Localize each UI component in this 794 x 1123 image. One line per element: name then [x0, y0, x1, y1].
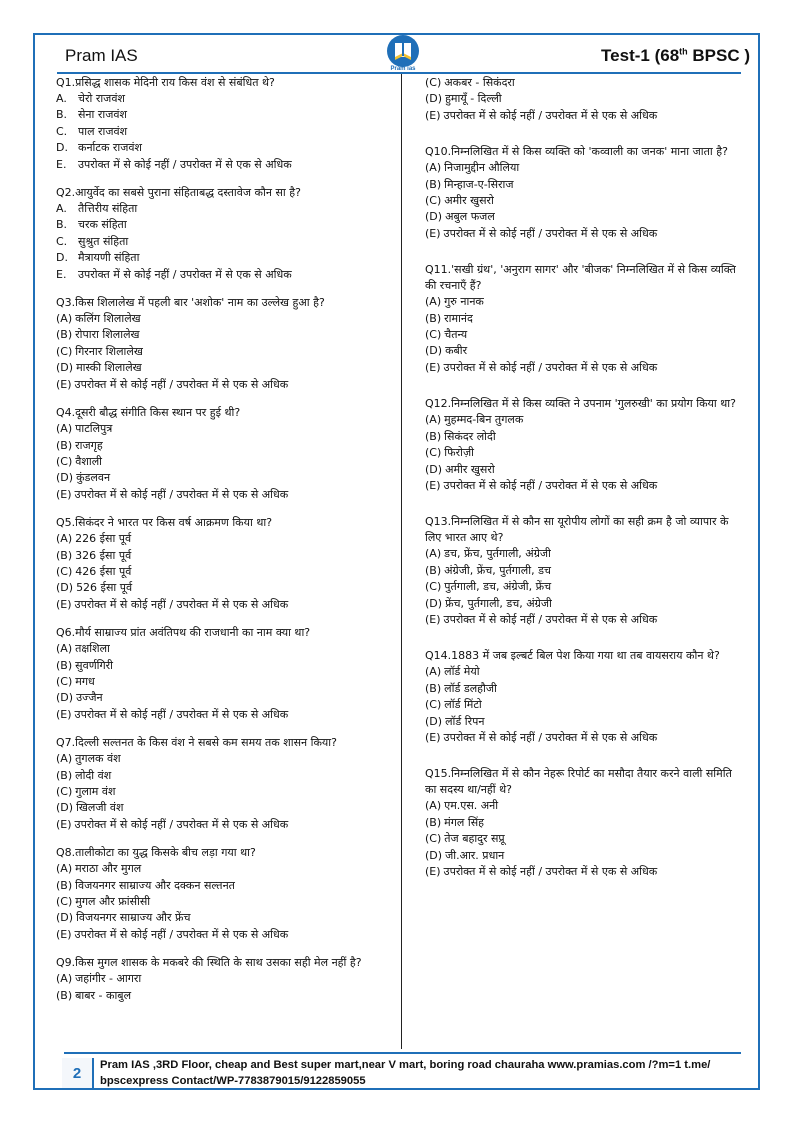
answer-option — [56, 327, 396, 343]
answer-option — [56, 250, 396, 266]
option-text: कबीर — [445, 344, 468, 358]
question-block — [425, 75, 745, 124]
option-label: (A) — [56, 422, 73, 436]
option-text: उपरोक्त में से कोई नहीं / उपरोक्त में से एक से अधिक — [74, 597, 289, 611]
option-label: E. — [56, 157, 67, 171]
option-text: जी.आर. प्रधान — [445, 848, 505, 862]
option-label: (A) — [425, 295, 442, 309]
option-text: मैत्रायणी संहिता — [78, 251, 140, 265]
answer-option — [56, 377, 396, 393]
option-label: D. — [56, 141, 68, 155]
answer-option — [56, 597, 396, 613]
option-label: (A) — [56, 532, 73, 546]
answer-option — [56, 217, 396, 233]
option-text: सिकंदर लोदी — [444, 429, 496, 443]
option-label: (A) — [56, 312, 73, 326]
option-label: (E) — [56, 817, 72, 831]
option-text: 526 ईसा पूर्व — [76, 581, 133, 595]
option-text: चेरो राजवंश — [78, 92, 125, 105]
answer-option — [425, 579, 745, 595]
question-block — [425, 648, 745, 746]
answer-option — [425, 177, 745, 193]
option-text: उपरोक्त में से कोई नहीं / उपरोक्त में से एक से अधिक — [74, 927, 289, 941]
option-text: उपरोक्त में से कोई नहीं / उपरोक्त में से एक से अधिक — [443, 360, 658, 374]
option-text: तुगलक वंश — [75, 752, 121, 766]
answer-option — [56, 470, 396, 486]
answer-option — [425, 75, 745, 91]
answer-option — [425, 697, 745, 713]
option-label: C. — [56, 234, 68, 248]
option-text: सुवर्णगिरी — [75, 658, 114, 672]
option-text: कुंडलवन — [76, 471, 111, 485]
question-block — [425, 514, 745, 628]
option-text: सुश्रुत संहिता — [78, 234, 129, 248]
question-block — [425, 144, 745, 242]
answer-option — [425, 311, 745, 327]
option-label: (A) — [56, 972, 73, 986]
option-label: (B) — [56, 438, 73, 452]
option-text: मुगल और फ्रांसीसी — [75, 895, 151, 909]
option-label: (D) — [56, 581, 74, 595]
logo-caption: Pram ias — [390, 66, 416, 72]
option-text: वैशाली — [75, 454, 103, 468]
question-text: Q4.दूसरी बौद्ध संगीति किस स्थान पर हुई थी? — [56, 406, 241, 420]
answer-option — [56, 690, 396, 706]
option-label: (D) — [56, 361, 74, 375]
answer-option — [56, 564, 396, 580]
answer-option — [425, 445, 745, 461]
option-label: (C) — [56, 344, 73, 358]
answer-option — [425, 429, 745, 445]
answer-option — [425, 91, 745, 107]
answer-option — [56, 531, 396, 547]
option-label: (E) — [425, 865, 441, 878]
option-label: (B) — [56, 328, 73, 342]
option-label: (D) — [425, 848, 443, 862]
option-text: तैत्तिरीय संहिता — [78, 202, 138, 216]
answer-option — [56, 421, 396, 437]
option-label: (A) — [425, 799, 442, 813]
option-label: (E) — [425, 478, 441, 492]
option-label: (B) — [56, 988, 73, 1002]
question-text: Q1.प्रसिद्ध शासक मेदिनी राय किस वंश से संबंधित थे? — [56, 76, 275, 89]
answer-option — [425, 412, 745, 428]
option-text: कर्नाटक राजवंश — [78, 141, 142, 155]
question-text: Q2.आयुर्वेद का सबसे पुराना संहिताबद्ध दस्तावेज कौन सा है? — [56, 186, 301, 200]
option-label: (B) — [56, 658, 73, 672]
option-text: पाटलिपुत्र — [75, 422, 113, 436]
answer-option — [425, 848, 745, 864]
header-divider — [57, 72, 741, 74]
answer-option — [56, 311, 396, 327]
answer-option — [56, 988, 396, 1004]
option-label: (B) — [56, 548, 73, 562]
option-label: (A) — [425, 413, 442, 427]
answer-option — [56, 360, 396, 376]
option-label: (B) — [425, 177, 442, 191]
pram-ias-logo-icon — [385, 34, 421, 68]
option-text: उपरोक्त में से कोई नहीं / उपरोक्त में से एक से अधिक — [74, 487, 289, 501]
option-text: उपरोक्त में से कोई नहीं / उपरोक्त में से एक से अधिक — [443, 730, 658, 744]
option-text: मास्की शिलालेख — [76, 361, 142, 375]
left-column — [56, 75, 396, 1012]
option-text: उज्जैन — [76, 691, 103, 705]
answer-option — [425, 108, 745, 124]
option-label: (E) — [56, 377, 72, 391]
option-text: उपरोक्त में से कोई नहीं / उपरोक्त में से एक से अधिक — [74, 817, 289, 831]
option-label: (B) — [425, 429, 442, 443]
answer-option — [56, 910, 396, 926]
question-block — [56, 405, 396, 503]
option-text: बाबर - काबुल — [75, 988, 132, 1002]
answer-option — [56, 751, 396, 767]
answer-option — [56, 234, 396, 250]
option-text: चैतन्य — [444, 328, 468, 342]
option-label: (C) — [425, 832, 442, 846]
option-text: लॉर्ड मिंटो — [444, 698, 482, 712]
answer-option — [56, 784, 396, 800]
option-label: (D) — [56, 471, 74, 485]
option-label: B. — [56, 218, 68, 232]
option-text: विजयनगर साम्राज्य और दक्कन सल्तनत — [75, 878, 235, 892]
question-text: Q9.किस मुगल शासक के मकबरे की स्थिति के साथ उसका सही मेल नहीं है? — [56, 956, 362, 970]
option-label: (C) — [425, 194, 442, 208]
answer-option — [56, 107, 396, 123]
option-text: खिलजी वंश — [76, 801, 124, 815]
option-label: D. — [56, 251, 68, 265]
question-text: Q13.निम्नलिखित में से कौन सा यूरोपीय लोगों का सही क्रम है जो व्यापार के लिए भारत आए थे? — [425, 515, 729, 545]
question-text: Q15.निम्नलिखित में से कौन नेहरू रिपोर्ट का मसौदा तैयार करने वाली समिति का सदस्य था/नहीं थे? — [425, 767, 732, 797]
option-label: (B) — [425, 563, 442, 577]
question-block — [425, 262, 745, 376]
option-label: (E) — [56, 707, 72, 721]
answer-option — [425, 209, 745, 225]
footer-line-1: Pram IAS ,3RD Floor, cheap and Best super mart,near V mart, boring road chauraha www.pramias.com /?m=1 t.me/ — [100, 1059, 711, 1071]
answer-option — [56, 201, 396, 217]
option-label: (A) — [425, 547, 442, 561]
test-title: Test-1 (68th BPSC ) — [601, 46, 750, 65]
option-text: अमीर खुसरो — [445, 462, 495, 476]
answer-option — [56, 641, 396, 657]
option-text: तेज बहादुर सप्रू — [444, 832, 505, 846]
question-text: Q14.1883 में जब इल्बर्ट बिल पेश किया गया था तब वायसराय कौन थे? — [425, 649, 720, 663]
answer-option — [425, 612, 745, 628]
option-label: (A) — [425, 161, 442, 175]
option-text: विजयनगर साम्राज्य और फ्रेंच — [76, 911, 191, 925]
option-text: सेना राजवंश — [78, 108, 127, 122]
option-label: (D) — [56, 911, 74, 925]
question-text: Q3.किस शिलालेख में पहली बार 'अशोक' नाम का उल्लेख हुआ है? — [56, 296, 325, 310]
answer-option — [425, 327, 745, 343]
answer-option — [56, 140, 396, 156]
answer-option — [425, 798, 745, 814]
answer-option — [425, 343, 745, 359]
answer-option — [425, 360, 745, 376]
option-label: (D) — [425, 714, 443, 728]
answer-option — [425, 563, 745, 579]
option-text: उपरोक्त में से कोई नहीं / उपरोक्त में से एक से अधिक — [443, 612, 658, 626]
question-block — [56, 735, 396, 833]
answer-option — [56, 674, 396, 690]
option-label: (C) — [425, 76, 442, 89]
answer-option — [425, 831, 745, 847]
option-text: रामानंद — [444, 311, 473, 325]
question-block — [56, 845, 396, 943]
option-text: लॉर्ड डलहौजी — [444, 681, 497, 695]
question-text: Q8.तालीकोटा का युद्ध किसके बीच लड़ा गया था? — [56, 846, 256, 860]
option-text: एम.एस. अनी — [444, 799, 499, 813]
answer-option — [56, 267, 396, 283]
column-divider — [401, 74, 402, 1049]
option-text: डच, फ्रेंच, पुर्तगाली, अंग्रेजी — [444, 547, 551, 561]
option-label: C. — [56, 124, 68, 138]
option-text: कलिंग शिलालेख — [75, 312, 141, 326]
answer-option — [425, 462, 745, 478]
option-label: (E) — [56, 487, 72, 501]
option-label: (C) — [425, 580, 442, 594]
option-text: राजगृह — [75, 438, 103, 452]
option-label: (C) — [425, 698, 442, 712]
option-text: गुलाम वंश — [75, 785, 116, 798]
option-text: लॉर्ड मेयो — [444, 665, 480, 679]
option-text: उपरोक्त में से कोई नहीं / उपरोक्त में से एक से अधिक — [74, 707, 289, 721]
option-label: A. — [56, 202, 67, 216]
footer-address — [100, 1057, 750, 1089]
question-block — [56, 295, 396, 393]
option-label: (E) — [425, 108, 441, 122]
question-block — [56, 625, 396, 723]
answer-option — [56, 487, 396, 503]
answer-option — [56, 878, 396, 894]
option-label: (C) — [425, 446, 442, 460]
option-label: (A) — [425, 665, 442, 679]
option-text: मंगल सिंह — [444, 815, 484, 829]
right-column — [425, 75, 745, 888]
option-label: (E) — [56, 597, 72, 611]
option-label: (D) — [425, 344, 443, 358]
question-text: Q11.'सखी ग्रंथ', 'अनुराग सागर' और 'बीजक' निम्नलिखित में से किस व्यक्ति की रचनाएँ हैं? — [425, 263, 736, 293]
option-text: हुमायूँ - दिल्ली — [445, 92, 502, 106]
option-label: (D) — [56, 801, 74, 815]
option-text: मिन्हाज-ए-सिराज — [444, 177, 514, 191]
option-label: (D) — [425, 210, 443, 224]
answer-option — [425, 664, 745, 680]
option-label: (C) — [56, 454, 73, 468]
option-label: (C) — [56, 674, 73, 688]
option-label: (A) — [56, 752, 73, 766]
option-label: (C) — [56, 564, 73, 578]
option-text: लॉर्ड रिपन — [445, 714, 485, 728]
answer-option — [56, 91, 396, 107]
option-label: (D) — [425, 596, 443, 610]
option-text: अकबर - सिकंदरा — [444, 76, 515, 89]
answer-option — [56, 438, 396, 454]
option-text: उपरोक्त में से कोई नहीं / उपरोक्त में से एक से अधिक — [74, 377, 289, 391]
answer-option — [425, 226, 745, 242]
answer-option — [425, 193, 745, 209]
answer-option — [56, 971, 396, 987]
option-text: पाल राजवंश — [78, 124, 128, 138]
option-label: (E) — [425, 612, 441, 626]
option-label: (B) — [56, 878, 73, 892]
question-text: Q10.निम्नलिखित में से किस व्यक्ति को 'कव्वाली का जनक' माना जाता है? — [425, 145, 728, 159]
option-label: (E) — [56, 927, 72, 941]
option-label: A. — [56, 92, 67, 105]
option-text: गुरु नानक — [444, 295, 484, 309]
option-text: उपरोक्त में से कोई नहीं / उपरोक्त में से एक से अधिक — [78, 157, 292, 171]
answer-option — [425, 730, 745, 746]
option-label: (E) — [425, 730, 441, 744]
page-number: 2 — [62, 1058, 94, 1088]
answer-option — [56, 658, 396, 674]
option-label: B. — [56, 108, 68, 122]
option-text: चरक संहिता — [78, 218, 127, 232]
option-text: उपरोक्त में से कोई नहीं / उपरोक्त में से एक से अधिक — [443, 865, 658, 878]
option-text: 226 ईसा पूर्व — [75, 532, 132, 546]
option-label: E. — [56, 267, 67, 281]
option-label: (C) — [56, 785, 73, 798]
question-block — [56, 955, 396, 1004]
question-text: Q7.दिल्ली सल्तनत के किस वंश ने सबसे कम समय तक शासन किया? — [56, 736, 337, 750]
answer-option — [56, 927, 396, 943]
answer-option — [56, 548, 396, 564]
option-text: फिरोज़ी — [444, 446, 474, 460]
option-label: (C) — [425, 328, 442, 342]
option-text: रोपारा शिलालेख — [75, 328, 140, 342]
answer-option — [56, 768, 396, 784]
answer-option — [425, 546, 745, 562]
answer-option — [56, 580, 396, 596]
option-label: (D) — [425, 92, 443, 106]
answer-option — [425, 815, 745, 831]
answer-option — [56, 124, 396, 140]
option-label: (B) — [56, 768, 73, 782]
option-text: जहांगीर - आगरा — [75, 972, 142, 986]
option-text: उपरोक्त में से कोई नहीं / उपरोक्त में से एक से अधिक — [443, 226, 658, 240]
option-text: मगध — [75, 674, 95, 688]
option-text: निजामुद्दीन औलिया — [444, 161, 520, 175]
brand-name: Pram IAS — [65, 46, 138, 65]
answer-option — [56, 344, 396, 360]
option-text: उपरोक्त में से कोई नहीं / उपरोक्त में से एक से अधिक — [443, 108, 658, 122]
footer-divider — [64, 1052, 741, 1054]
option-label: (E) — [425, 226, 441, 240]
option-text: उपरोक्त में से कोई नहीं / उपरोक्त में से एक से अधिक — [78, 267, 292, 281]
option-text: मुहम्मद-बिन तुगलक — [444, 413, 524, 427]
answer-option — [56, 894, 396, 910]
option-text: तक्षशिला — [75, 642, 110, 656]
answer-option — [425, 478, 745, 494]
option-label: (C) — [56, 895, 73, 909]
option-label: (E) — [425, 360, 441, 374]
answer-option — [425, 864, 745, 880]
option-text: अमीर खुसरो — [444, 194, 494, 208]
option-label: (A) — [56, 642, 73, 656]
answer-option — [425, 714, 745, 730]
footer-line-2: bpscexpress Contact/WP-7783879015/9122859055 — [100, 1075, 366, 1087]
option-label: (B) — [425, 311, 442, 325]
answer-option — [425, 294, 745, 310]
question-text: Q6.मौर्य साम्राज्य प्रांत अवंतिपथ की राजधानी का नाम क्या था? — [56, 626, 311, 640]
question-text: Q5.सिकंदर ने भारत पर किस वर्ष आक्रमण किया था? — [56, 516, 273, 530]
answer-option — [56, 800, 396, 816]
option-text: अंग्रेजी, फ्रेंच, पुर्तगाली, डच — [444, 563, 551, 577]
question-block — [56, 515, 396, 613]
option-text: फ्रेंच, पुर्तगाली, डच, अंग्रेजी — [445, 596, 552, 610]
answer-option — [425, 596, 745, 612]
option-text: मराठा और मुगल — [75, 862, 142, 876]
answer-option — [56, 861, 396, 877]
answer-option — [56, 817, 396, 833]
option-text: अबुल फजल — [445, 210, 495, 224]
answer-option — [425, 681, 745, 697]
option-text: 326 ईसा पूर्व — [75, 548, 132, 562]
option-label: (D) — [56, 691, 74, 705]
option-label: (B) — [425, 815, 442, 829]
option-text: पुर्तगाली, डच, अंग्रेजी, फ्रेंच — [444, 580, 552, 594]
question-block — [425, 396, 745, 494]
question-block — [425, 766, 745, 880]
option-text: लोदी वंश — [75, 768, 112, 782]
option-label: (D) — [425, 462, 443, 476]
option-label: (A) — [56, 862, 73, 876]
option-label: (B) — [425, 681, 442, 695]
question-text: Q12.निम्नलिखित में से किस व्यक्ति ने उपनाम 'गुलरुखी' का प्रयोग किया था? — [425, 397, 736, 411]
question-block — [56, 185, 396, 283]
answer-option — [56, 454, 396, 470]
option-text: उपरोक्त में से कोई नहीं / उपरोक्त में से एक से अधिक — [443, 478, 658, 492]
option-text: गिरनार शिलालेख — [75, 344, 143, 358]
answer-option — [56, 707, 396, 723]
answer-option — [56, 157, 396, 173]
question-block — [56, 75, 396, 173]
answer-option — [425, 160, 745, 176]
option-text: 426 ईसा पूर्व — [75, 564, 132, 578]
